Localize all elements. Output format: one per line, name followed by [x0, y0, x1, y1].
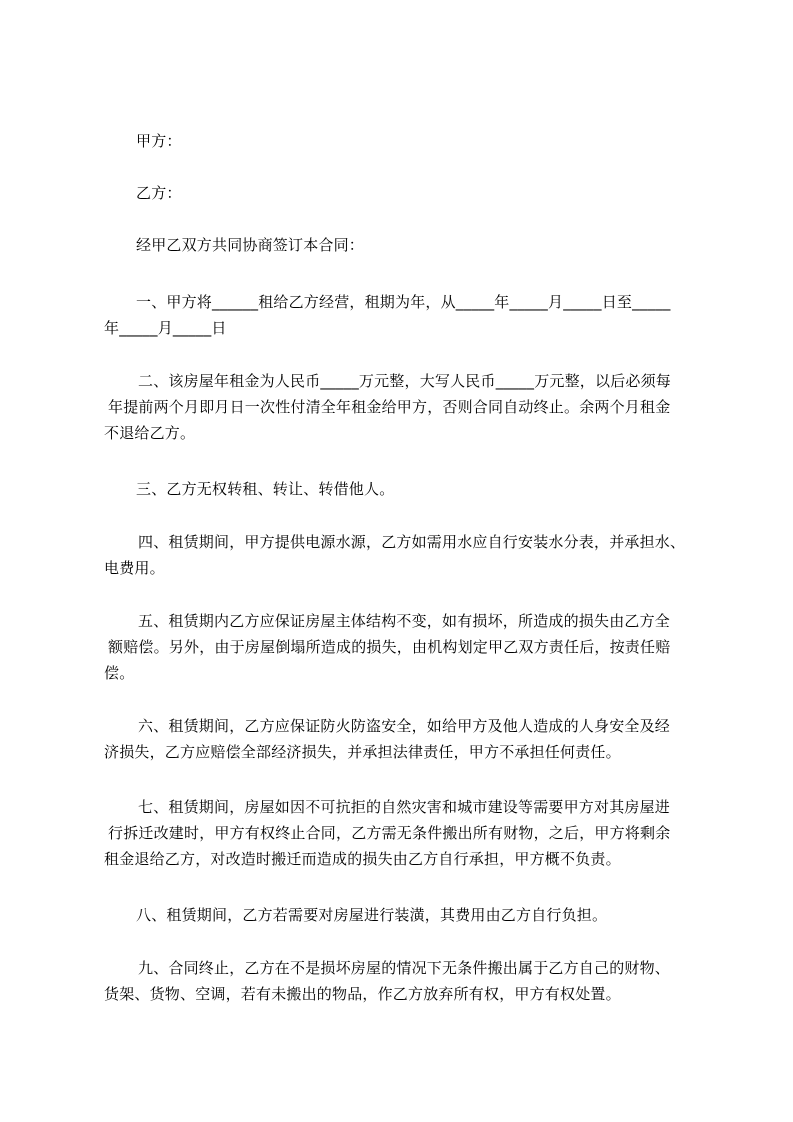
clause-9-line-2: 货架、货物、空调，若有未搬出的物品，作乙方放弃所有权，甲方有权处置。	[104, 985, 621, 1003]
clause-3-line-1: 三、乙方无权转租、转让、转借他人。	[136, 480, 395, 498]
clause-5-line-2: 额赔偿。另外，由于房屋倒塌所造成的损失，由机构划定甲乙双方责任后，按责任赔	[108, 638, 671, 656]
clause-6-line-2: 济损失，乙方应赔偿全部经济损失，并承担法律责任，甲方不承担任何责任。	[104, 743, 621, 761]
clause-1-line-2: 年_____月_____日	[104, 319, 227, 337]
clause-2-line-1: 二、该房屋年租金为人民币_____万元整，大写人民币_____万元整，以后必须每	[138, 372, 672, 390]
clause-9-line-1: 九、合同终止，乙方在不是损坏房屋的情况下无条件搬出属于乙方自己的财物、	[138, 959, 671, 977]
clause-8-line-1: 八、租赁期间，乙方若需要对房屋进行装潢，其费用由乙方自行负担。	[136, 906, 608, 924]
clause-5-line-3: 偿。	[104, 664, 135, 682]
party-b-label: 乙方：	[136, 184, 182, 202]
party-a-label: 甲方：	[136, 132, 182, 150]
clause-5-line-1: 五、租赁期内乙方应保证房屋主体结构不变，如有损坏，所造成的损失由乙方全	[138, 612, 671, 630]
clause-7-line-1: 七、租赁期间，房屋如因不可抗拒的自然灾害和城市建设等需要甲方对其房屋进	[138, 798, 671, 816]
clause-4-line-1: 四、租赁期间，甲方提供电源水源，乙方如需用水应自行安装水分表，并承担水、	[138, 533, 686, 551]
clause-1-line-1: 一、甲方将______租给乙方经营，租期为年，从_____年_____月_____日至_____	[136, 293, 671, 311]
clause-2-line-2: 年提前两个月即月日一次性付清全年租金给甲方，否则合同自动终止。余两个月租金	[108, 398, 671, 416]
clause-2-line-3: 不退给乙方。	[104, 424, 196, 442]
contract-intro: 经甲乙双方共同协商签订本合同：	[136, 236, 365, 254]
clause-6-line-1: 六、租赁期间，乙方应保证防火防盗安全，如给甲方及他人造成的人身安全及经	[138, 717, 671, 735]
clause-7-line-2: 行拆迁改建时，甲方有权终止合同，乙方需无条件搬出所有财物，之后，甲方将剩余	[108, 824, 671, 842]
clause-7-line-3: 租金退给乙方，对改造时搬迁而造成的损失由乙方自行承担，甲方概不负责。	[104, 850, 621, 868]
clause-4-line-2: 电费用。	[104, 559, 165, 577]
